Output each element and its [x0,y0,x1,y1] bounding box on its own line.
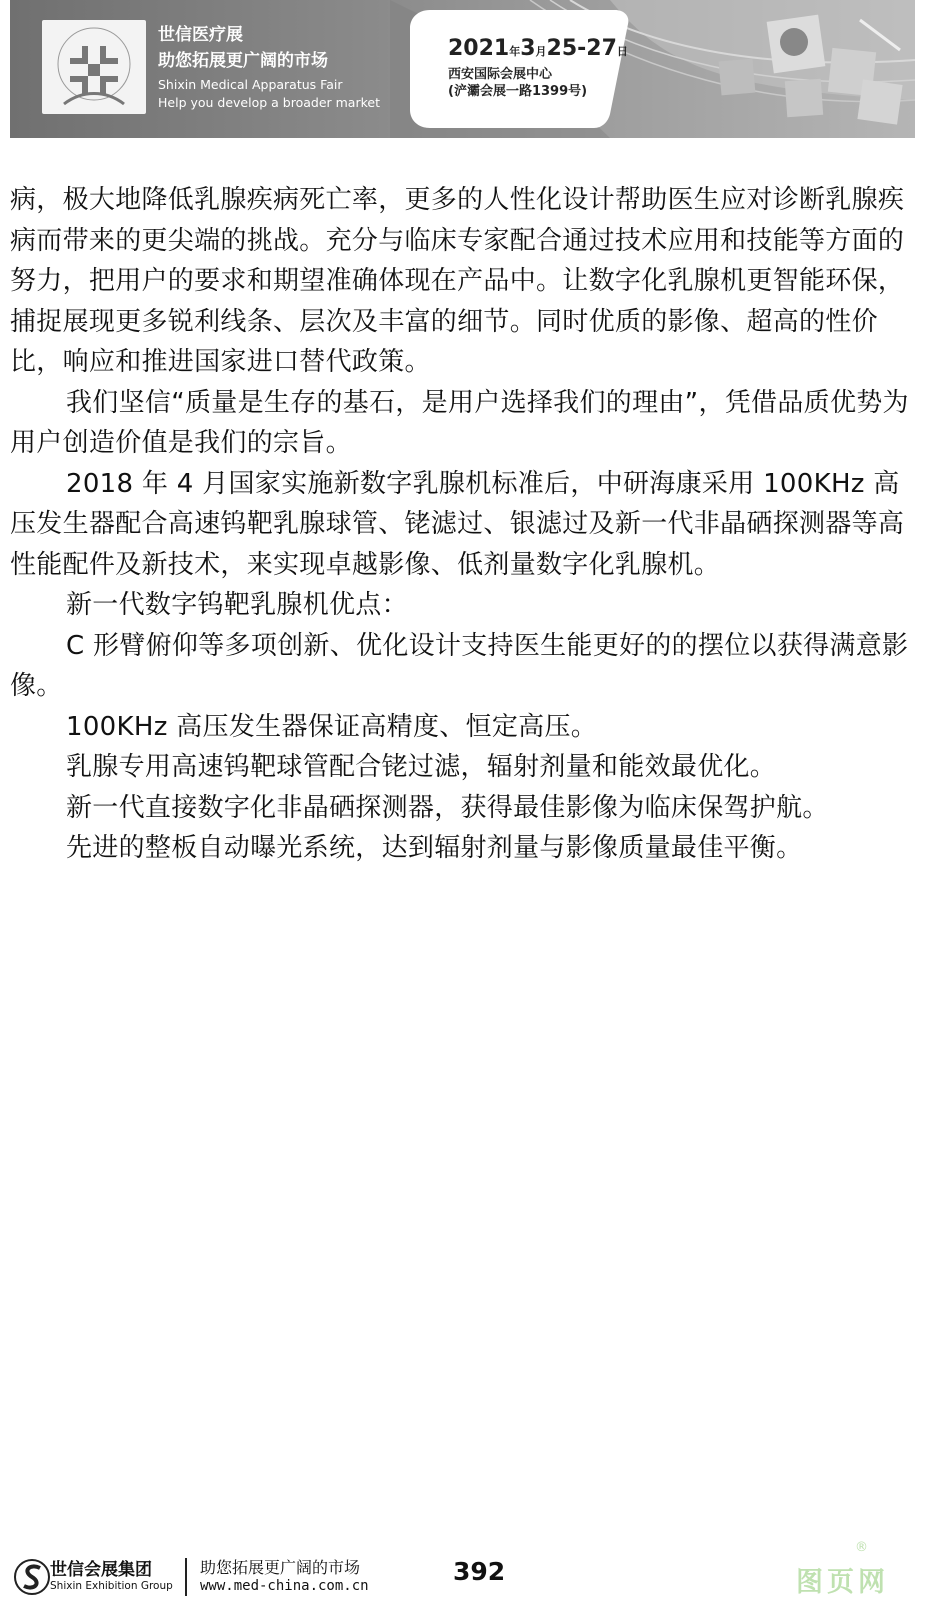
date-ri: 日 [616,45,628,58]
date-days: 25-27 [546,36,617,61]
site-watermark: 图页网 [796,1567,889,1598]
paragraph-6: 100KHz 高压发生器保证高精度、恒定高压。 [66,711,598,742]
venue-line2: (浐灞会展一路1399号) [448,84,588,99]
exhibition-group-logo-icon [12,1557,52,1597]
medical-cross-logo-icon [42,20,146,114]
footer-brand-cn: 世信会展集团 [50,1560,152,1580]
banner-title-line1: 世信医疗展 [158,25,243,45]
page-number: 392 [453,1557,506,1586]
venue-line1: 西安国际会展中心 [448,67,553,82]
article-body [10,180,910,869]
banner-title-line2: 助您拓展更广阔的市场 [158,51,328,71]
medical-equipment-photos [710,10,910,128]
paragraph-4: 新一代数字钨靶乳腺机优点： [66,590,408,620]
fair-venue [448,66,587,100]
footer-divider [185,1558,187,1596]
footer-slogan: 助您拓展更广阔的市场 [200,1558,361,1577]
footer-url[interactable]: www.med-china.com.cn [200,1578,369,1594]
paragraph-5: C 形臂俯仰等多项创新、优化设计支持医生能更好的的摆位以获得满意影像。 [10,630,909,701]
date-month: 3 [520,36,536,61]
paragraph-9: 先进的整板自动曝光系统，达到辐射剂量与影像质量最佳平衡。 [66,833,803,863]
date-yue: 月 [535,45,547,58]
banner-title-cn [158,22,328,74]
fair-date [448,36,628,61]
watermark-registered-mark: ® [855,1540,868,1555]
date-year: 2021 [448,36,510,61]
header-banner [10,0,915,138]
banner-en-line2: Help you develop a broader market [158,95,380,110]
fair-logo [42,20,146,114]
footer-brand-en: Shixin Exhibition Group [50,1580,173,1592]
paragraph-8: 新一代直接数字化非晶硒探测器，获得最佳影像为临床保驾护航。 [66,792,829,823]
paragraph-7: 乳腺专用高速钨靶球管配合铑过滤，辐射剂量和能效最优化。 [66,752,777,782]
paragraph-3: 2018 年 4 月国家实施新数字乳腺机标准后，中研海康采用 100KHz 高压发生器配合高速钨靶乳腺球管、铑滤过、银滤过及新一代非晶硒探测器等高性能配件及新技术，来实现卓越影像、低剂量数字化乳腺机。 [10,468,905,580]
paragraph-2: 我们坚信“质量是生存的基石，是用户选择我们的理由”，凭借品质优势为用户创造价值是我们的宗旨。 [10,387,909,458]
date-nian: 年 [509,45,521,58]
paragraph-1: 病，极大地降低乳腺疾病死亡率，更多的人性化设计帮助医生应对诊断乳腺疾病而带来的更尖端的挑战。充分与临床专家配合通过技术应用和技能等方面的努力，把用户的要求和期望准确体现在产品中。让数字化乳腺机更智能环保，捕捉展现更多锐利线条、层次及丰富的细节。同时优质的影像、超高的性价比，响应和推进国家进口替代政策。 [10,185,905,377]
banner-en-line1: Shixin Medical Apparatus Fair [158,77,343,92]
banner-title-en [158,76,380,112]
